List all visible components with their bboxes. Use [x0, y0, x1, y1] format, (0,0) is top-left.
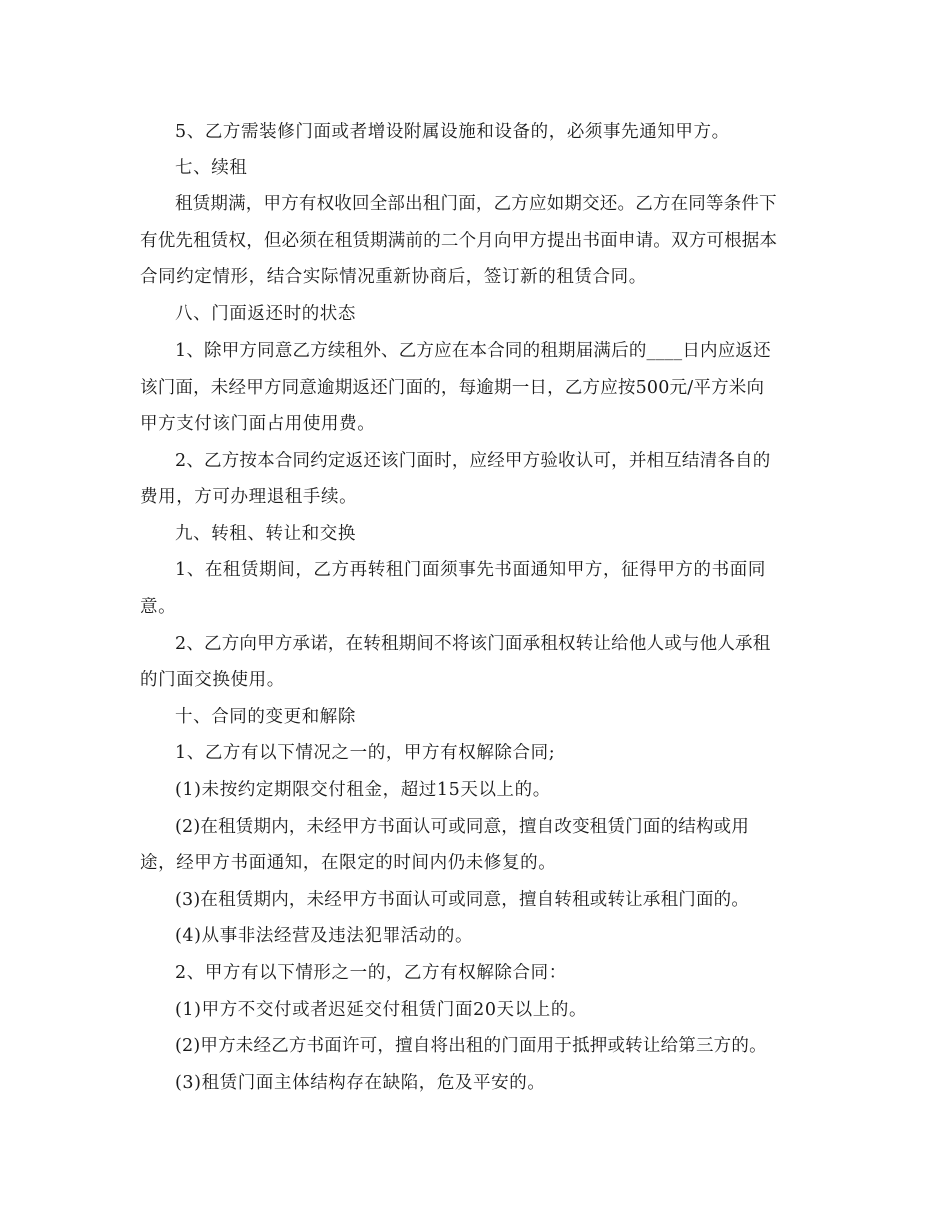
- paragraph-line: 意。: [140, 597, 177, 617]
- paragraph-line: 2、乙方按本合同约定返还该门面时，应经甲方验收认可，并相互结清各自的: [175, 451, 771, 471]
- paragraph-line: 1、在租赁期间，乙方再转租门面须事先书面通知甲方，征得甲方的书面同: [175, 560, 766, 580]
- section-heading: 十、合同的变更和解除: [175, 707, 356, 727]
- list-item: (4)从事非法经营及违法犯罪活动的。: [175, 926, 474, 946]
- paragraph-line: 合同约定情形，结合实际情况重新协商后，签订新的租赁合同。: [140, 267, 647, 287]
- paragraph-line: 的门面交换使用。: [140, 670, 285, 690]
- section-heading: 八、门面返还时的状态: [175, 304, 356, 324]
- paragraph-line: 该门面，未经甲方同意逾期返还门面的，每逾期一日，乙方应按500元/平方米向: [140, 378, 765, 398]
- paragraph-line: 1、除甲方同意乙方续租外、乙方应在本合同的租期届满后的____日内应返还: [175, 341, 771, 361]
- list-item: (1)未按约定期限交付租金，超过15天以上的。: [175, 780, 551, 800]
- paragraph-line: 途，经甲方书面通知，在限定的时间内仍未修复的。: [140, 853, 557, 873]
- paragraph-line: 费用，方可办理退租手续。: [140, 487, 358, 507]
- section-heading: 九、转租、转让和交换: [175, 524, 356, 544]
- paragraph-line: 2、甲方有以下情形之一的，乙方有权解除合同：: [175, 963, 567, 983]
- paragraph-line: 5、乙方需装修门面或者增设附属设施和设备的，必须事先通知甲方。: [175, 122, 730, 142]
- list-item: (2)在租赁期内，未经甲方书面认可或同意，擅自改变租赁门面的结构或用: [175, 817, 750, 837]
- paragraph-line: 1、乙方有以下情况之一的，甲方有权解除合同;: [175, 743, 556, 763]
- section-heading: 七、续租: [175, 158, 248, 178]
- paragraph-line: 租赁期满，甲方有权收回全部出租门面，乙方应如期交还。乙方在同等条件下: [175, 194, 777, 214]
- list-item: (1)甲方不交付或者迟延交付租赁门面20天以上的。: [175, 1000, 588, 1020]
- paragraph-line: 有优先租赁权，但必须在租赁期满前的二个月向甲方提出书面申请。双方可根据本: [140, 231, 778, 251]
- list-item: (2)甲方未经乙方书面许可，擅自将出租的门面用于抵押或转让给第三方的。: [175, 1036, 767, 1056]
- list-item: (3)租赁门面主体结构存在缺陷，危及平安的。: [175, 1073, 546, 1093]
- paragraph-line: 2、乙方向甲方承诺，在转租期间不将该门面承租权转让给他人或与他人承租: [175, 634, 771, 654]
- paragraph-line: 甲方支付该门面占用使用费。: [140, 414, 376, 434]
- list-item: (3)在租赁期内，未经甲方书面认可或同意，擅自转租或转让承租门面的。: [175, 890, 750, 910]
